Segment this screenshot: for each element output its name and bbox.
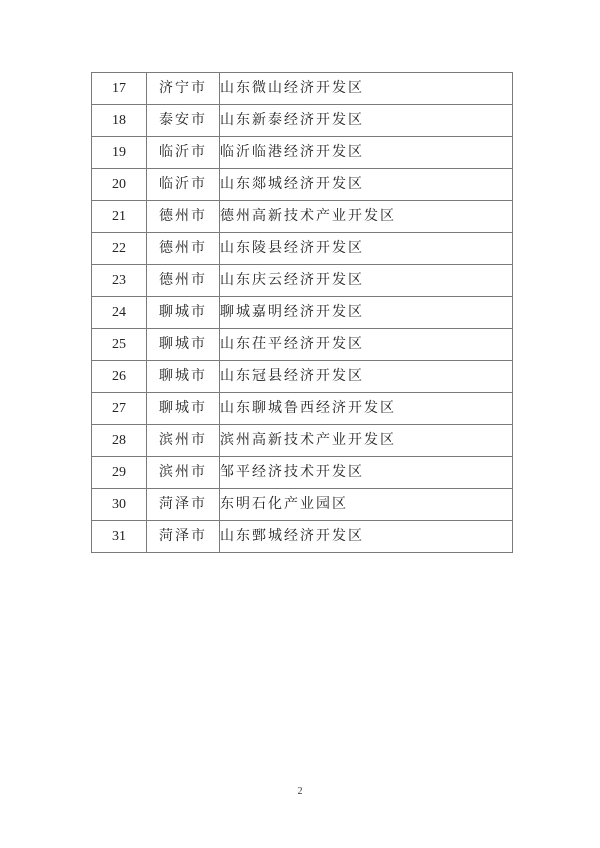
city-name: 德州市 [147, 233, 220, 265]
row-number: 25 [92, 329, 147, 361]
table-row [92, 233, 513, 265]
table-row [92, 297, 513, 329]
city-name: 聊城市 [147, 297, 220, 329]
row-number: 19 [92, 137, 147, 169]
zone-name: 山东庆云经济开发区 [220, 265, 513, 297]
city-name: 泰安市 [147, 105, 220, 137]
page-number: 2 [297, 786, 303, 797]
table-row [92, 265, 513, 297]
zone-name: 山东郯城经济开发区 [220, 169, 513, 201]
city-name: 滨州市 [147, 425, 220, 457]
zone-name: 山东微山经济开发区 [220, 73, 513, 105]
zone-name: 德州高新技术产业开发区 [220, 201, 513, 233]
zone-name: 山东鄄城经济开发区 [220, 521, 513, 553]
city-name: 临沂市 [147, 169, 220, 201]
table-row [92, 457, 513, 489]
city-name: 德州市 [147, 265, 220, 297]
row-number: 30 [92, 489, 147, 521]
zone-name: 山东冠县经济开发区 [220, 361, 513, 393]
zone-name: 邹平经济技术开发区 [220, 457, 513, 489]
row-number: 27 [92, 393, 147, 425]
row-number: 18 [92, 105, 147, 137]
table-row [92, 105, 513, 137]
city-name: 德州市 [147, 201, 220, 233]
city-name: 菏泽市 [147, 489, 220, 521]
table-row [92, 393, 513, 425]
table-row [92, 137, 513, 169]
row-number: 20 [92, 169, 147, 201]
zone-name: 临沂临港经济开发区 [220, 137, 513, 169]
zone-name: 东明石化产业园区 [220, 489, 513, 521]
zone-name: 山东聊城鲁西经济开发区 [220, 393, 513, 425]
city-name: 聊城市 [147, 361, 220, 393]
row-number: 23 [92, 265, 147, 297]
city-name: 聊城市 [147, 393, 220, 425]
row-number: 21 [92, 201, 147, 233]
development-zone-table [91, 72, 513, 553]
city-name: 滨州市 [147, 457, 220, 489]
table-row [92, 169, 513, 201]
city-name: 聊城市 [147, 329, 220, 361]
zone-name: 山东新泰经济开发区 [220, 105, 513, 137]
row-number: 22 [92, 233, 147, 265]
row-number: 26 [92, 361, 147, 393]
table-row [92, 489, 513, 521]
city-name: 济宁市 [147, 73, 220, 105]
table-row [92, 73, 513, 105]
row-number: 28 [92, 425, 147, 457]
zone-name: 聊城嘉明经济开发区 [220, 297, 513, 329]
row-number: 24 [92, 297, 147, 329]
table-row [92, 201, 513, 233]
table-row [92, 329, 513, 361]
table-row [92, 425, 513, 457]
row-number: 17 [92, 73, 147, 105]
zone-name: 山东茌平经济开发区 [220, 329, 513, 361]
table-row [92, 521, 513, 553]
zone-name: 山东陵县经济开发区 [220, 233, 513, 265]
row-number: 31 [92, 521, 147, 553]
city-name: 菏泽市 [147, 521, 220, 553]
zone-name: 滨州高新技术产业开发区 [220, 425, 513, 457]
row-number: 29 [92, 457, 147, 489]
table-row [92, 361, 513, 393]
city-name: 临沂市 [147, 137, 220, 169]
